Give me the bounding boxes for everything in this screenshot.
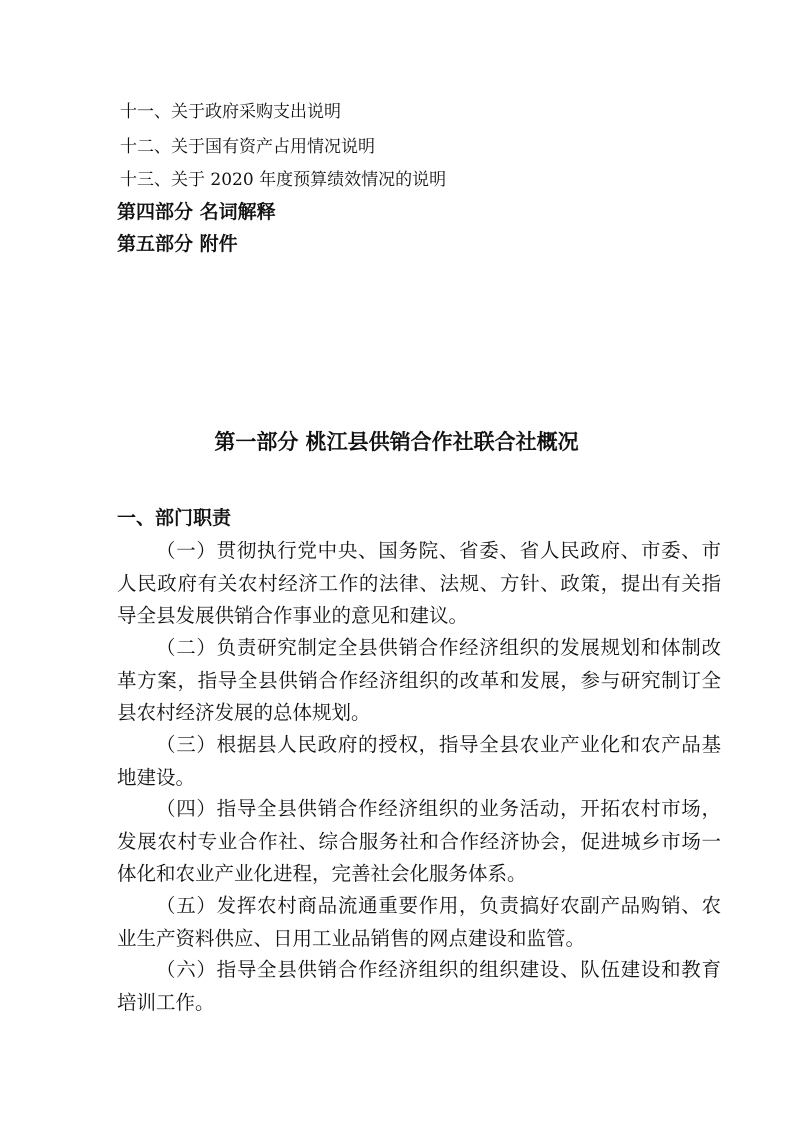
part-title: 第一部分 桃江县供销合作社联合社概况 — [214, 429, 579, 454]
toc-item-13: 十三、关于 2020 年度预算绩效情况的说明 — [120, 170, 447, 190]
section-heading: 一、部门职责 — [117, 507, 232, 529]
paragraph-duty-5: （五）发挥农村商品流通重要作用，负责搞好农副产品购销、农业生产资料供应、日用工业品销售的网点建设和监管。 — [117, 894, 721, 950]
paragraph-duty-2: （二）负责研究制定全县供销合作经济组织的发展规划和体制改革方案，指导全县供销合作经济组织的改革和发展，参与研究制订全县农村经济发展的总体规划。 — [117, 636, 721, 724]
paragraph-duty-1: （一）贯彻执行党中央、国务院、省委、省人民政府、市委、市人民政府有关农村经济工作的法律、法规、方针、政策，提出有关指导全县发展供销合作事业的意见和建议。 — [117, 539, 721, 627]
toc-item-11: 十一、关于政府采购支出说明 — [120, 102, 341, 122]
paragraph-duty-6: （六）指导全县供销合作经济组织的组织建设、队伍建设和教育培训工作。 — [117, 958, 721, 1014]
paragraph-duty-4: （四）指导全县供销合作经济组织的业务活动，开拓农村市场，发展农村专业合作社、综合服务社和合作经济协会，促进城乡市场一体化和农业产业化进程，完善社会化服务体系。 — [117, 797, 721, 885]
toc-item-12: 十二、关于国有资产占用情况说明 — [120, 137, 375, 157]
toc-part-4: 第四部分 名词解释 — [117, 201, 276, 223]
paragraph-duty-3: （三）根据县人民政府的授权，指导全县农业产业化和农产品基地建设。 — [117, 733, 721, 789]
toc-part-5: 第五部分 附件 — [117, 233, 238, 255]
